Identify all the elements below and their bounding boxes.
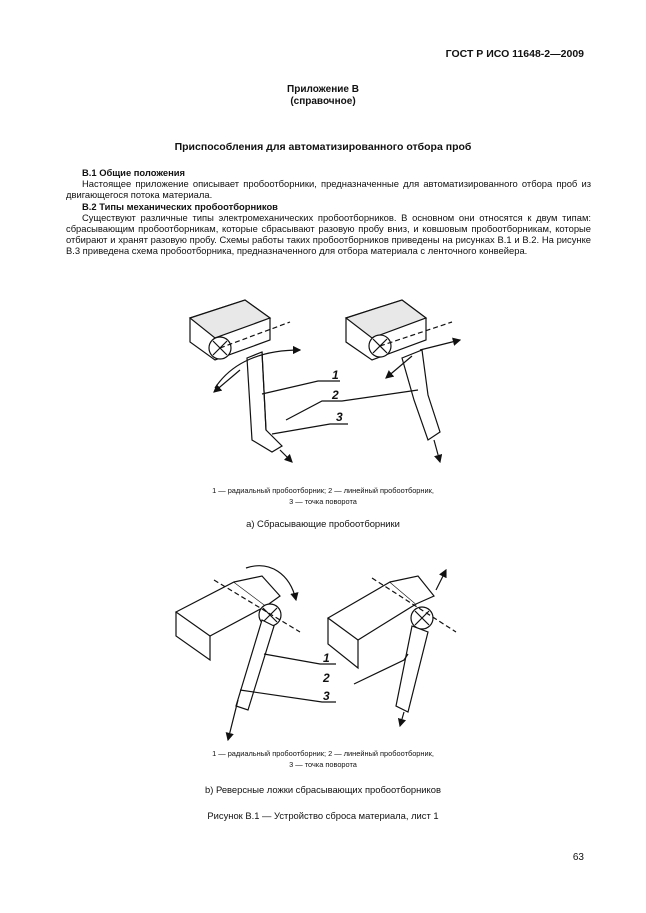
section-text-b1: Настоящее приложение описывает пробоотборники, предназначенные для автоматизированного отбора проб из двигающегося потока материала. bbox=[66, 178, 591, 201]
document-title: Приспособления для автоматизированного отбора проб bbox=[174, 141, 472, 153]
radial-sampler-drawing-a bbox=[190, 300, 300, 462]
section-heading-b2: В.2 Типы механических пробоотборников bbox=[82, 200, 278, 212]
figure-a-caption: а) Сбрасывающие пробоотборники bbox=[246, 518, 400, 529]
figure-a-label-2: 2 bbox=[332, 388, 339, 402]
linear-reverse-spoon-drawing-b bbox=[328, 570, 456, 726]
leader-line-1-a bbox=[262, 381, 340, 394]
figure-a-legend-line-2: 3 — точка поворота bbox=[289, 496, 357, 506]
leader-line-3-a bbox=[272, 424, 348, 434]
radial-reverse-spoon-drawing-b bbox=[176, 566, 300, 740]
figure-b-label-1: 1 bbox=[323, 651, 330, 665]
figure-b-label-2: 2 bbox=[323, 671, 330, 685]
leader-line-3-b bbox=[240, 690, 336, 702]
document-header: ГОСТ Р ИСО 11648-2—2009 bbox=[445, 48, 584, 60]
figure-caption: Рисунок В.1 — Устройство сброса материала, лист 1 bbox=[207, 810, 439, 821]
figure-b-legend-line-1: 1 — радиальный пробоотборник; 2 — линейный пробоотборник, bbox=[212, 749, 434, 758]
section-heading-b1: В.1 Общие положения bbox=[82, 167, 185, 178]
annex-title: Приложение В bbox=[287, 84, 359, 95]
leader-line-2-a bbox=[286, 390, 418, 420]
leader-line-2-b bbox=[354, 654, 408, 684]
page-number: 63 bbox=[572, 852, 584, 863]
annex-type: (справочное) bbox=[290, 96, 356, 107]
figure-a-legend bbox=[0, 486, 646, 507]
figure-b-legend-line-2: 3 — точка поворота bbox=[289, 759, 357, 769]
figure-a-label-1: 1 bbox=[332, 368, 339, 382]
section-text-b2: Существуют различные типы электромеханических пробоотборников. В основном они относятся к двум типам: сбрасывающим пробоотборникам, которые сбрасывают разовую пробу вниз, и ковшовым пробоотборникам, которые отбирают и хранят разовую пробу. Схемы работы таких пробоотборников приведены на рисунках В.1 и В.2. На рисунке В.3 приведена схема пробоотборника, предназначенного для отбора материала с ленточного конвейера. bbox=[66, 211, 591, 257]
figure-b-caption: b) Реверсные ложки сбрасывающих пробоотборников bbox=[205, 784, 441, 795]
figure-b-label-3: 3 bbox=[323, 689, 330, 703]
figure-a-legend-line-1: 1 — радиальный пробоотборник; 2 — линейный пробоотборник, bbox=[212, 486, 434, 495]
figure-a-label-3: 3 bbox=[336, 410, 343, 424]
figure-b-legend bbox=[0, 749, 646, 770]
linear-sampler-drawing-a bbox=[346, 300, 460, 462]
